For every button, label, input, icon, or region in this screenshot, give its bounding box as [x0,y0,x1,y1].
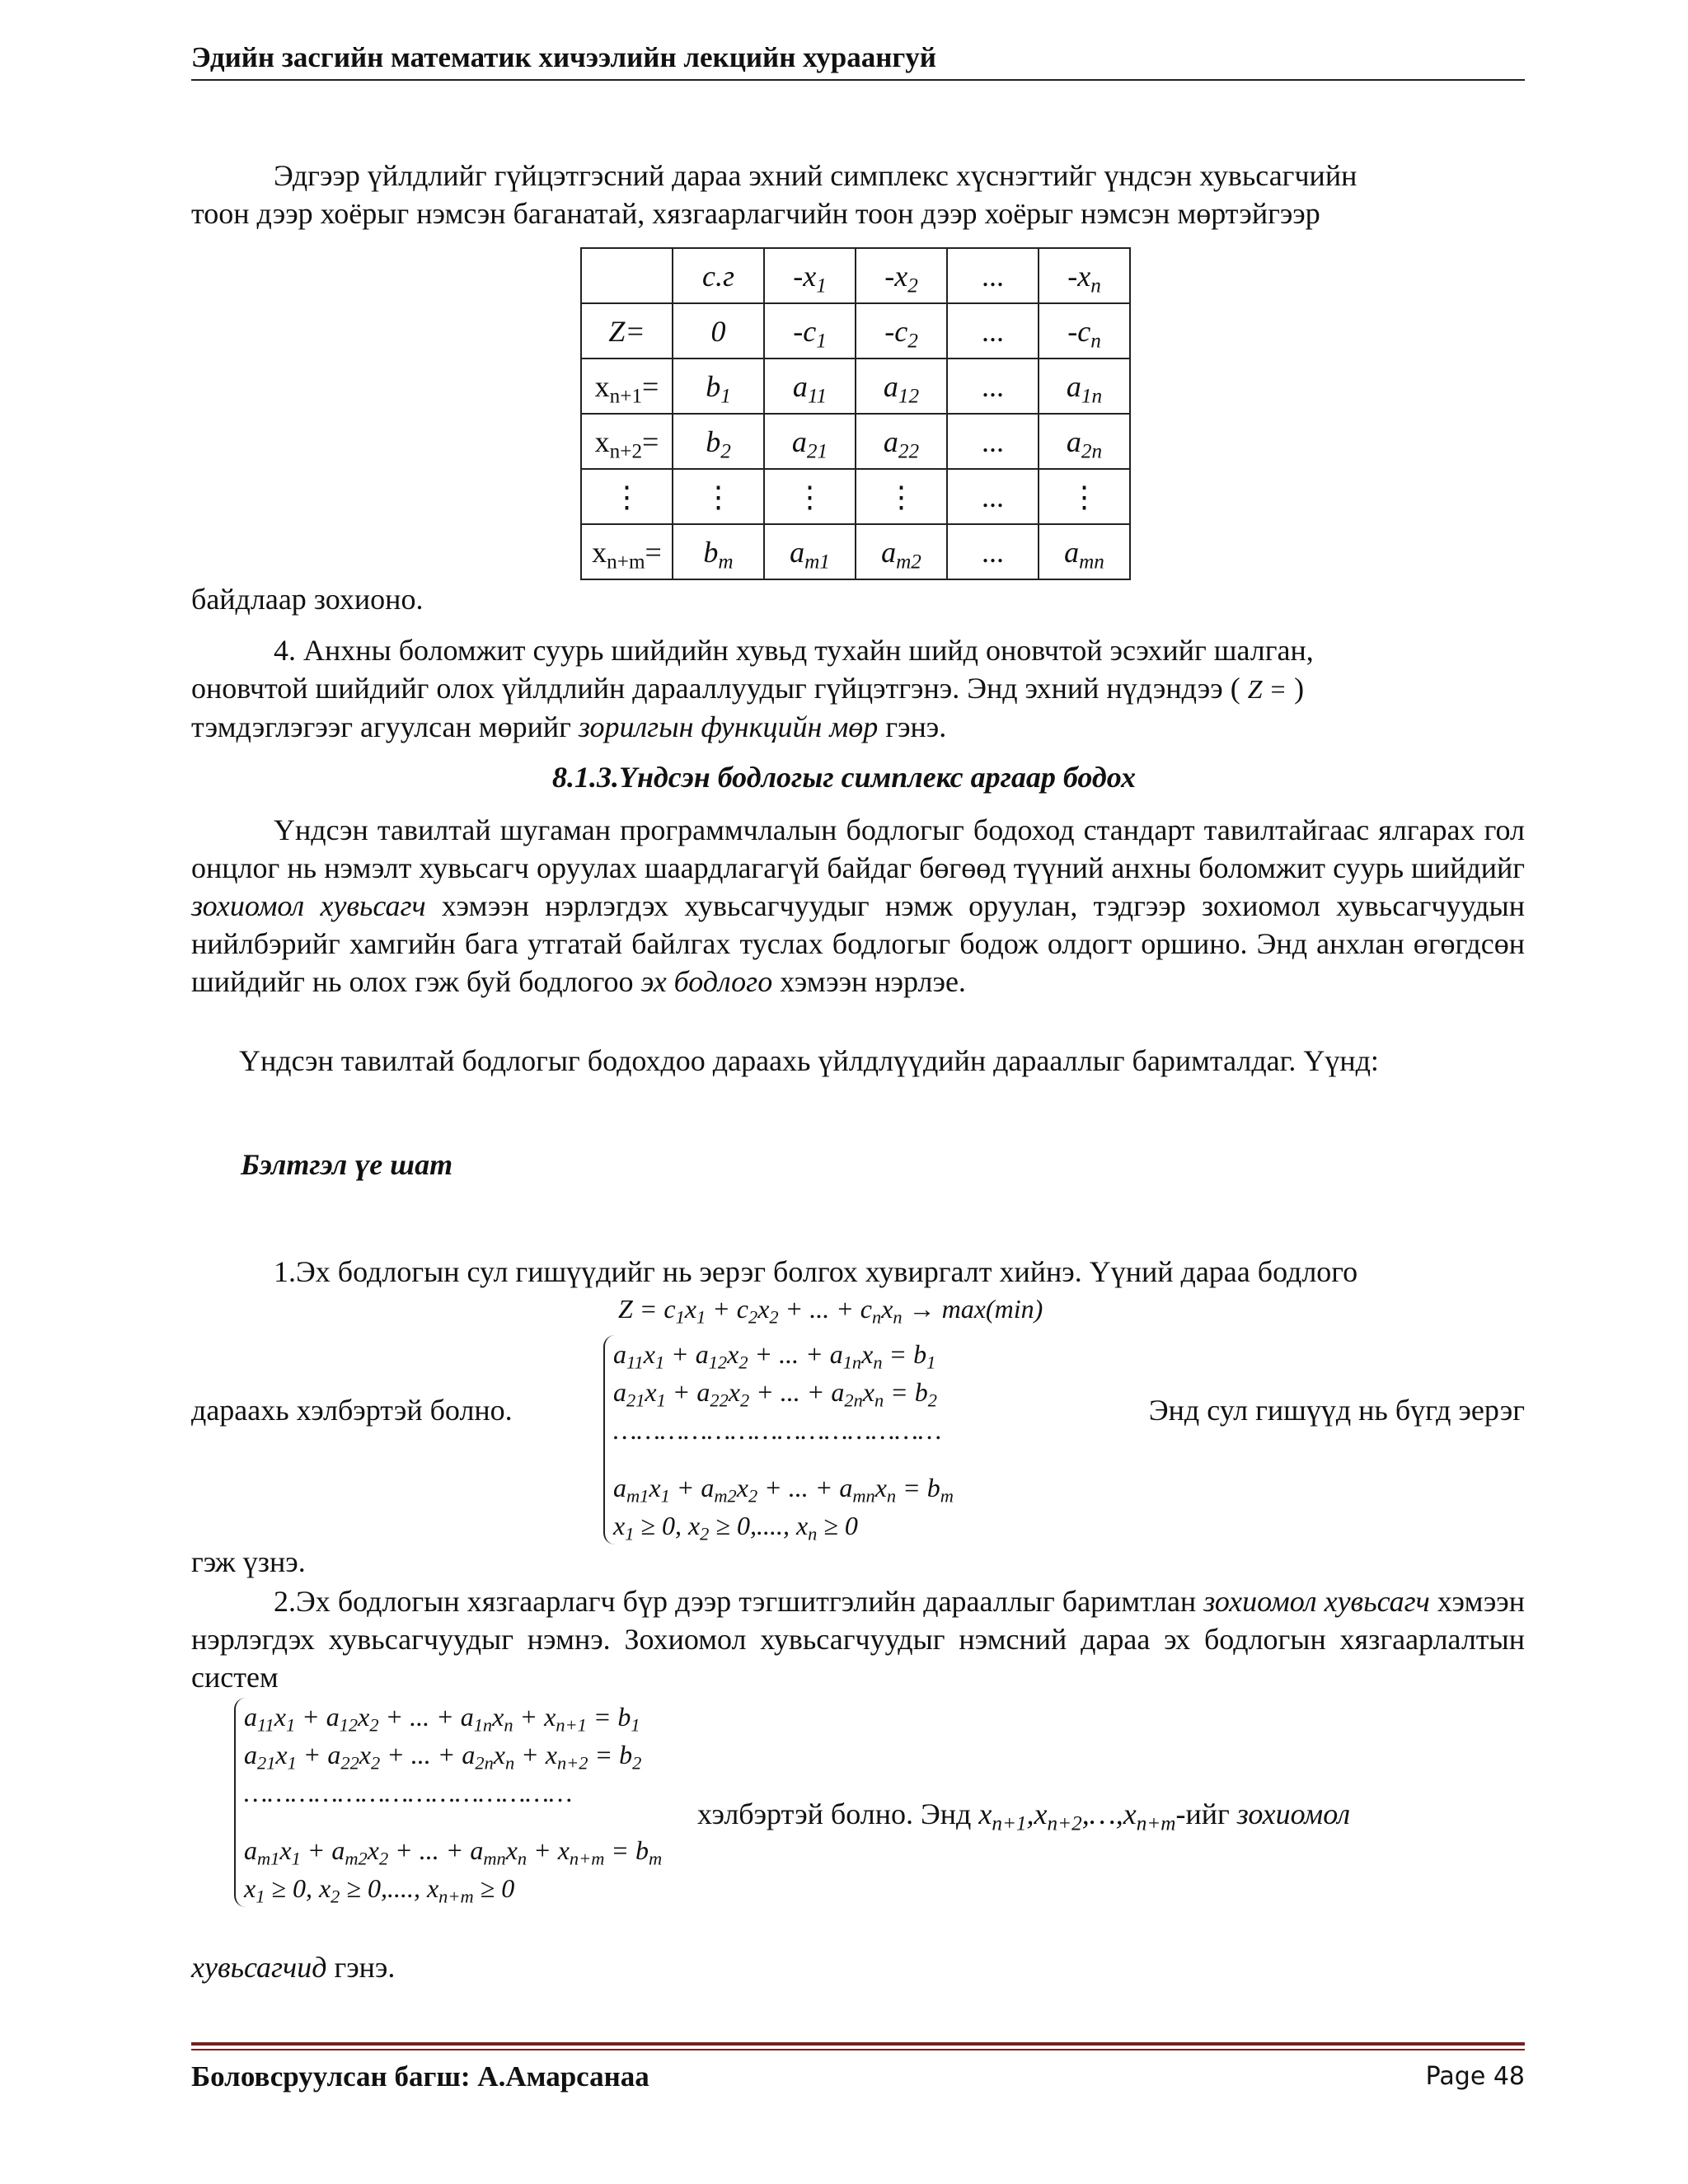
table-cell: $a_{1n}$ [1039,359,1130,414]
constraint-system-2 [234,1698,662,1907]
table-cell: $-c_2$ [856,303,947,359]
table-cell: $x_{n+2}=$ [581,414,673,469]
equation: $a_{11}x_1 + a_{12}x_2$ + ... + $a_{1n}x_n = b_1$ [613,1339,936,1373]
table-row [581,414,1130,469]
table-cell: $a_{21}$ [764,414,856,469]
table-cell: $a_{11}$ [764,359,856,414]
table-cell: ⋮ [856,469,947,524]
table-cell: $b_2$ [673,414,764,469]
intro-line-1: Эдгээр үйлдлийг гүйцэтгэсний дараа эхний симплекс хүснэгтийг үндсэн хувьсагчийн [274,159,1357,192]
table-cell [581,248,673,303]
section-title: 8.1.3.Үндсэн бодлогыг симплекс аргаар бодох [551,761,1137,794]
step1-line-1: 1.Эх бодлогын сул гишүүдийг нь эерэг болгох хувиргалт хийнэ. Үүний дараа бодлого [274,1255,1358,1288]
table-cell: $a_{m1}$ [764,524,856,579]
equation: $a_{11}x_1 + a_{12}x_2$ + ... + $a_{1n}x_n + x_{n+1} = b_1$ [244,1702,640,1736]
table-cell: ... [947,248,1039,303]
sequence-paragraph: Үндсэн тавилтай бодлогыг бодохдоо дараахь үйлдлүүдийн дарааллыг баримталдаг. Үүнд: [239,1044,1379,1077]
footer-divider-thin [191,2049,1525,2050]
table-cell: $x_{n+m}=$ [581,524,673,579]
simplex-table [580,247,1131,580]
table-row [581,524,1130,579]
table-header-row [581,248,1130,303]
table-row [581,359,1130,414]
table-cell: $b_1$ [673,359,764,414]
table-cell: ... [947,303,1039,359]
table-row [581,469,1130,524]
intro-line-2: тоон дээр хоёрыг нэмсэн баганатай, хязгаарлагчийн тоон дээр хоёрыг нэмсэн мөртэйгээр [191,197,1320,230]
equation: …………………………………… [244,1778,573,1807]
step1-left-text: дараахь хэлбэртэй болно. [191,1394,513,1427]
table-cell: $a_{2n}$ [1039,414,1130,469]
table-cell: $b_m$ [673,524,764,579]
table-cell: ... [947,359,1039,414]
objective-function: $Z = c_1x_1 + c_2x_2$ + ... + $c_nx_n \to \max(\min)$ [618,1294,1043,1328]
page-number: Page 48 [1425,2062,1525,2091]
table-cell: $-x_n$ [1039,248,1130,303]
equation: $a_{21}x_1 + a_{22}x_2$ + ... + $a_{2n}x_n + x_{n+2} = b_2$ [244,1740,642,1774]
intro-paragraph [191,157,1525,232]
table-cell: $-c_1$ [764,303,856,359]
subheading: Бэлтгэл үе шат [241,1148,453,1181]
table-cell: $x_{n+1}=$ [581,359,673,414]
step4-line-1: 4. Анхны боломжит суурь шийдийн хувьд тухайн шийд оновчтой эсэхийг шалган, [274,634,1314,667]
section-paragraph: Үндсэн тавилтай шугаман программчлалын бодлогыг бодоход стандарт тавилтайгаас ялгарах гол онцлог нь нэмэлт хувьсагч оруулах шаардлагагүй байдаг бөгөөд түүний анхны боломжит суурь шийдийг зохиомол хувьсагч хэмээн нэрлэгдэх хувьсагчуудыг нэмж оруулан, тэдгээр зохиомол хувьсагчуудын нийлбэрийг хамгийн бага утгатай байлгах туслах бодлогыг бодож олдогт оршино. Энд анхлан өгөгдсөн шийдийг нь олох гэж буй бодлогоо эх бодлого хэмээн нэрлэе. [191,813,1525,998]
table-cell: $-x_2$ [856,248,947,303]
table-cell: $a_{12}$ [856,359,947,414]
header-divider [191,79,1525,81]
step2-right-text: хэлбэртэй болно. Энд $x_{n+1},x_{n+2},\dots,x_{n+m}$-ийг зохиомол [697,1797,1351,1835]
table-cell: ⋮ [673,469,764,524]
equation: $a_{21}x_1 + a_{22}x_2$ + ... + $a_{2n}x_n = b_2$ [613,1377,937,1411]
table-cell: ⋮ [764,469,856,524]
table-cell: ... [947,524,1039,579]
footer-divider [191,2042,1525,2046]
table-cell: Z= [581,303,673,359]
table-cell: с.г [673,248,764,303]
step1-after-text: гэж үзнэ. [191,1545,306,1578]
table-row [581,303,1130,359]
header-title: Эдийн засгийн математик хичээлийн лекцийн хураангуй [191,41,936,73]
footer-author: Боловсруулсан багш: А.Амарсанаа [191,2060,649,2093]
equation: $a_{m1}x_1 + a_{m2}x_2$ + ... + $a_{mn}x_n = b_m$ [613,1473,954,1507]
table-cell: $a_{22}$ [856,414,947,469]
equation: $x_1 \ge 0$, $x_2 \ge 0$,...., $x_n \ge 0$ [613,1511,858,1544]
table-cell: $a_{mn}$ [1039,524,1130,579]
table-cell: ... [947,469,1039,524]
step1-right-text: Энд сул гишүүд нь бүгд эерэг [1148,1394,1525,1427]
table-cell: ⋮ [1039,469,1130,524]
equation: $x_1 \ge 0$, $x_2 \ge 0$,...., $x_{n+m} \ge 0$ [244,1873,515,1907]
table-cell: $a_{m2}$ [856,524,947,579]
step4-paragraph [191,631,1525,746]
step4-line-2: оновчтой шийдийг олох үйлдлийн дарааллуудыг гүйцэтгэнэ. Энд эхний нүдэндээ ( Z = ) [191,672,1305,705]
step2-after-text: хувьсагчид гэнэ. [191,1951,396,1984]
equation: $a_{m1}x_1 + a_{m2}x_2$ + ... + $a_{mn}x_n + x_{n+m} = b_m$ [244,1835,663,1869]
equation: …………………………………… [613,1415,942,1445]
table-cell: ... [947,414,1039,469]
step4-line-3: тэмдэглэгээг агуулсан мөрийг зорилгын функцийн мөр гэнэ. [191,710,947,743]
step2-paragraph: 2.Эх бодлогын хязгаарлагч бүр дээр тэгшитгэлийн дарааллыг баримтлан зохиомол хувьсагч хэмээн нэрлэгдэх хувьсагчуудыг нэмнэ. Зохиомол хувьсагчуудыг нэмсний дараа эх бодлогын хязгаарлалтын систем [191,1585,1525,1694]
table-cell: ⋮ [581,469,673,524]
table-cell: $-x_1$ [764,248,856,303]
after-table-text: байдлаар зохионо. [191,583,424,616]
table-cell: $-c_n$ [1039,303,1130,359]
table-cell: 0 [673,303,764,359]
constraint-system-1 [603,1335,954,1544]
